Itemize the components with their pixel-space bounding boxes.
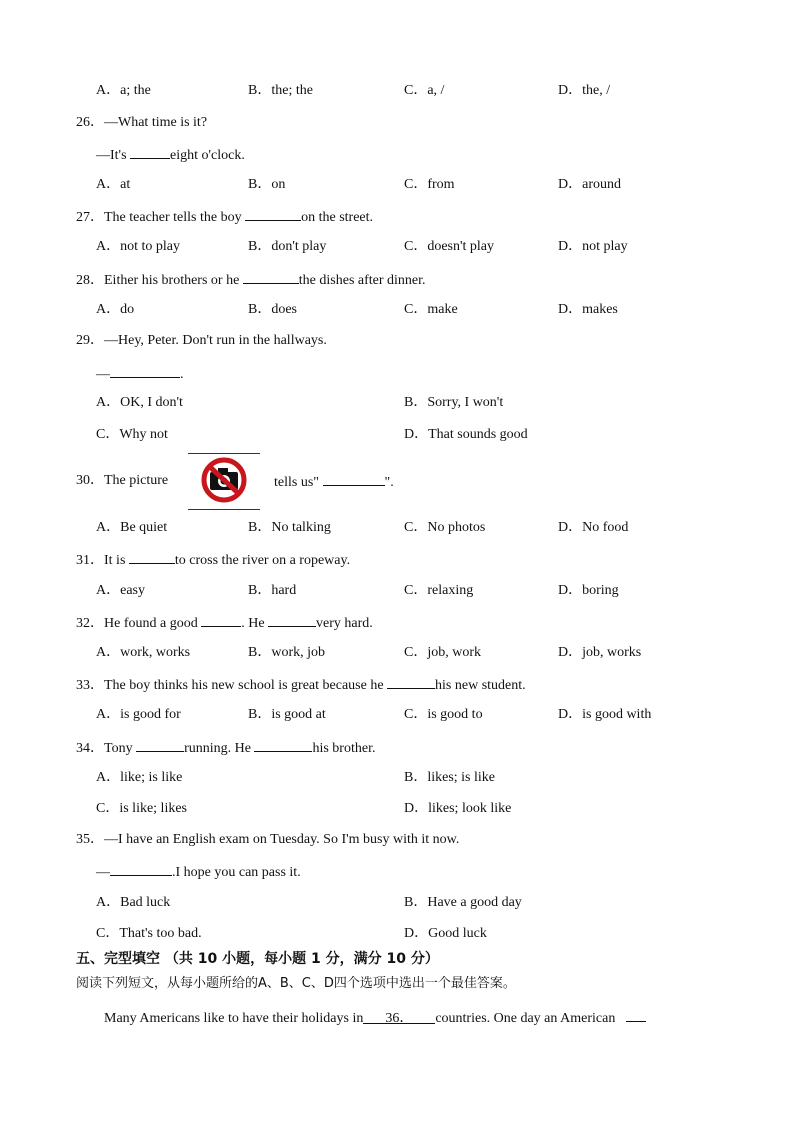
q34-stem-mid: running. He bbox=[184, 741, 255, 756]
q26-reply-post: eight o'clock. bbox=[170, 148, 245, 163]
q34-option-b[interactable]: B．likes; is like bbox=[404, 770, 495, 785]
passage-post: countries. One day an American bbox=[435, 1011, 616, 1026]
q34-stem-post: his brother. bbox=[312, 741, 376, 756]
q35-reply bbox=[96, 862, 301, 882]
q27-option-d[interactable]: D．not play bbox=[558, 239, 628, 254]
q28-option-a[interactable]: A．do bbox=[96, 302, 135, 317]
passage-pre: Many Americans like to have their holidays in bbox=[104, 1011, 364, 1026]
q31-option-b[interactable]: B．hard bbox=[248, 583, 297, 598]
q30-stem-mid: tells us" bbox=[274, 475, 323, 490]
passage-line-1 bbox=[104, 1008, 646, 1028]
q28-stem-post: the dishes after dinner. bbox=[298, 273, 426, 288]
q27-stem bbox=[76, 207, 373, 227]
q35-option-a[interactable]: A．Bad luck bbox=[96, 895, 171, 910]
q27-option-c[interactable]: C．doesn't play bbox=[404, 239, 495, 254]
q32-stem bbox=[76, 613, 373, 633]
q28-stem-pre: 28．Either his brothers or he bbox=[76, 273, 243, 288]
q33-option-c[interactable]: C．is good to bbox=[404, 707, 483, 722]
q32-stem-post: very hard. bbox=[316, 616, 373, 631]
q31-stem bbox=[76, 550, 350, 570]
q32-blank-2[interactable] bbox=[268, 613, 316, 627]
q33-stem bbox=[76, 675, 526, 695]
q34-stem bbox=[76, 738, 375, 758]
q30-blank[interactable] bbox=[323, 472, 385, 486]
q29-option-d[interactable]: D．That sounds good bbox=[404, 427, 528, 442]
q30-stem-post bbox=[274, 472, 394, 492]
q32-option-c[interactable]: C．job, work bbox=[404, 645, 481, 660]
passage-blank-36[interactable] bbox=[363, 1010, 435, 1024]
q32-blank-1[interactable] bbox=[201, 613, 241, 627]
q26-reply-pre: —It's bbox=[96, 148, 131, 163]
q31-option-c[interactable]: C．relaxing bbox=[404, 583, 474, 598]
q33-stem-post: his new student. bbox=[435, 678, 526, 693]
q27-option-a[interactable]: A．not to play bbox=[96, 239, 180, 254]
q26-blank[interactable] bbox=[130, 145, 170, 159]
q29-reply bbox=[96, 364, 184, 384]
q29-stem: 29．—Hey, Peter. Don't run in the hallways. bbox=[76, 333, 327, 348]
q30-stem-end: ". bbox=[384, 475, 394, 490]
q27-stem-pre: 27．The teacher tells the boy bbox=[76, 210, 246, 225]
q29-reply-pre: — bbox=[96, 367, 110, 382]
q32-stem-pre: 32．He found a good bbox=[76, 616, 202, 631]
q29-option-a[interactable]: A．OK, I don't bbox=[96, 395, 183, 410]
q27-blank[interactable] bbox=[245, 207, 301, 221]
q33-blank[interactable] bbox=[387, 675, 435, 689]
q29-option-c[interactable]: C．Why not bbox=[96, 427, 168, 442]
q26-option-c[interactable]: C．from bbox=[404, 177, 455, 192]
q35-option-d[interactable]: D．Good luck bbox=[404, 926, 487, 941]
q29-reply-post: . bbox=[180, 367, 184, 382]
q33-stem-pre: 33．The boy thinks his new school is great because he bbox=[76, 678, 388, 693]
q32-option-d[interactable]: D．job, works bbox=[558, 645, 642, 660]
passage-blank-next[interactable] bbox=[626, 1008, 646, 1022]
q25-option-c[interactable]: C．a, / bbox=[404, 83, 445, 98]
q34-stem-pre: 34．Tony bbox=[76, 741, 137, 756]
q35-reply-pre: — bbox=[96, 865, 110, 880]
q32-option-b[interactable]: B．work, job bbox=[248, 645, 325, 660]
q35-reply-post: .I hope you can pass it. bbox=[172, 865, 301, 880]
q27-option-b[interactable]: B．don't play bbox=[248, 239, 327, 254]
q28-option-d[interactable]: D．makes bbox=[558, 302, 618, 317]
q26-option-d[interactable]: D．around bbox=[558, 177, 621, 192]
q29-blank[interactable] bbox=[110, 364, 180, 378]
q28-stem bbox=[76, 270, 426, 290]
q28-blank[interactable] bbox=[243, 270, 299, 284]
q34-option-d[interactable]: D．likes; look like bbox=[404, 801, 512, 816]
q34-option-a[interactable]: A．like; is like bbox=[96, 770, 183, 785]
q29-option-b[interactable]: B．Sorry, I won't bbox=[404, 395, 504, 410]
q34-blank-2[interactable] bbox=[254, 738, 312, 752]
q26-reply bbox=[96, 145, 245, 165]
q30-option-a[interactable]: A．Be quiet bbox=[96, 520, 168, 535]
q31-stem-post: to cross the river on a ropeway. bbox=[174, 553, 351, 568]
q33-option-a[interactable]: A．is good for bbox=[96, 707, 181, 722]
q35-blank[interactable] bbox=[110, 862, 172, 876]
q30-option-d[interactable]: D．No food bbox=[558, 520, 629, 535]
section-instruction: 阅读下列短文，从每小题所给的A、B、C、D四个选项中选出一个最佳答案。 bbox=[76, 976, 516, 991]
q30-stem-pre: 30．The picture bbox=[76, 473, 169, 488]
q25-option-a[interactable]: A．a; the bbox=[96, 83, 151, 98]
q30-picture bbox=[188, 453, 260, 510]
q31-option-a[interactable]: A．easy bbox=[96, 583, 145, 598]
q31-blank[interactable] bbox=[129, 550, 175, 564]
q30-option-b[interactable]: B．No talking bbox=[248, 520, 331, 535]
q26-option-b[interactable]: B．on bbox=[248, 177, 286, 192]
q26-stem: 26．—What time is it? bbox=[76, 115, 208, 130]
no-camera-icon bbox=[196, 457, 252, 503]
q25-option-d[interactable]: D．the, / bbox=[558, 83, 611, 98]
q28-option-b[interactable]: B．does bbox=[248, 302, 297, 317]
section-title: 五、完型填空 （共 10 小题，每小题 1 分，满分 10 分） bbox=[76, 951, 439, 967]
q33-option-d[interactable]: D．is good with bbox=[558, 707, 652, 722]
q32-stem-mid: . He bbox=[241, 616, 269, 631]
q31-stem-pre: 31．It is bbox=[76, 553, 129, 568]
q31-option-d[interactable]: D．boring bbox=[558, 583, 619, 598]
q34-blank-1[interactable] bbox=[136, 738, 184, 752]
q35-option-c[interactable]: C．That's too bad. bbox=[96, 926, 202, 941]
passage-blank-label: 36． bbox=[385, 1011, 414, 1026]
q30-option-c[interactable]: C．No photos bbox=[404, 520, 486, 535]
q34-option-c[interactable]: C．is like; likes bbox=[96, 801, 187, 816]
q32-option-a[interactable]: A．work, works bbox=[96, 645, 191, 660]
q27-stem-post: on the street. bbox=[301, 210, 374, 225]
q25-option-b[interactable]: B．the; the bbox=[248, 83, 313, 98]
q28-option-c[interactable]: C．make bbox=[404, 302, 458, 317]
q26-option-a[interactable]: A．at bbox=[96, 177, 131, 192]
q35-option-b[interactable]: B．Have a good day bbox=[404, 895, 522, 910]
q35-stem: 35．—I have an English exam on Tuesday. So I'm busy with it now. bbox=[76, 832, 460, 847]
q33-option-b[interactable]: B．is good at bbox=[248, 707, 326, 722]
